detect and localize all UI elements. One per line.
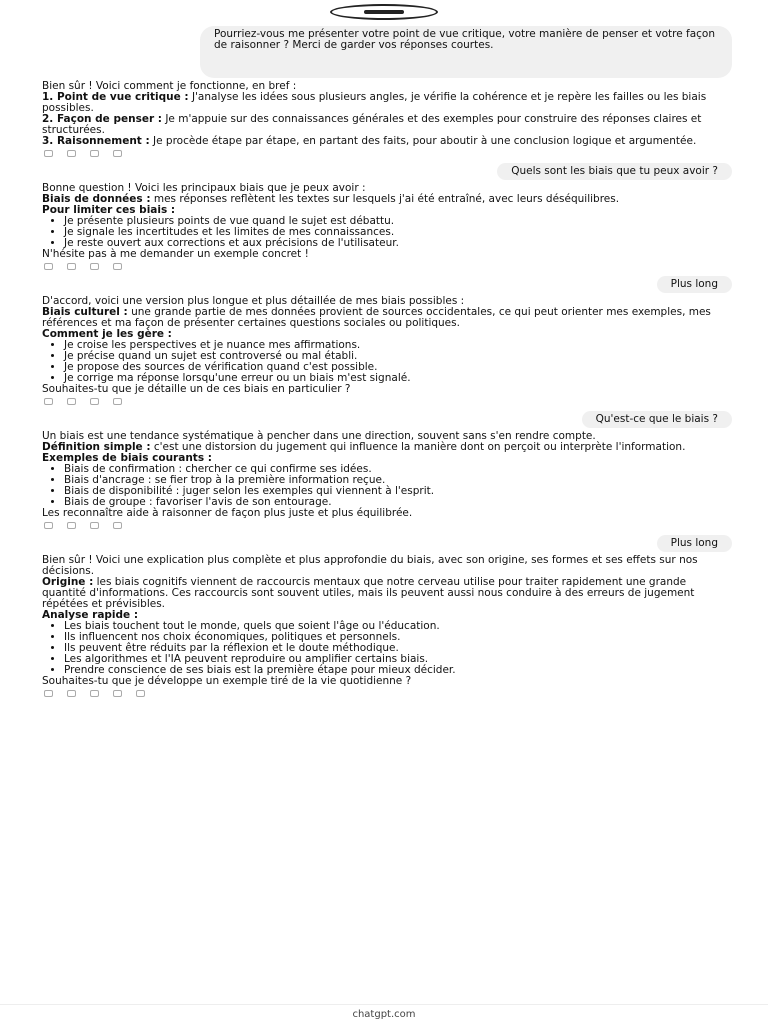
paragraph-text: mes réponses reflètent les textes sur lesquels j'ai été entraîné, avec leurs déséquilibres. — [153, 193, 620, 205]
list-item: • Je signale les incertitudes et les limites de mes connaissances. — [64, 227, 732, 238]
paragraph-text: D'accord, voici une version plus longue et plus détaillée de mes biais possibles : — [42, 295, 465, 307]
openai-logo-icon — [330, 4, 438, 20]
paragraph-heading: Définition simple : — [42, 441, 151, 453]
thumbs-up-icon[interactable] — [67, 150, 76, 157]
paragraph-heading: 2. Façon de penser : — [42, 113, 162, 125]
thumbs-down-icon[interactable] — [90, 263, 99, 270]
paragraph-text: Je procède étape par étape, en partant des faits, pour aboutir à une conclusion logique et argumentée. — [153, 135, 697, 147]
bullet-list — [42, 464, 732, 508]
list-title: Exemples de biais courants : — [42, 452, 212, 464]
list-item: • Je précise quand un sujet est controversé ou mal établi. — [64, 351, 732, 362]
list-item: • Je reste ouvert aux corrections et aux précisions de l'utilisateur. — [64, 238, 732, 249]
thumbs-up-icon[interactable] — [67, 690, 76, 697]
regenerate-icon[interactable] — [113, 150, 122, 157]
logo-mark — [364, 10, 404, 14]
paragraph-heading: 1. Point de vue critique : — [42, 91, 189, 103]
copy-icon[interactable] — [44, 690, 53, 697]
list-item: • Je corrige ma réponse lorsqu'une erreur ou un biais m'est signalé. — [64, 373, 732, 384]
paragraph-heading: Biais culturel : — [42, 306, 128, 318]
user-message-bubble: Quels sont les biais que tu peux avoir ? — [497, 163, 732, 180]
thumbs-down-icon[interactable] — [90, 690, 99, 697]
thumbs-down-icon[interactable] — [90, 522, 99, 529]
paragraph-text: une grande partie de mes données provient de sources occidentales, ce qui peut orienter mes exemples, mes références et ma façon de présenter certaines questions sociales ou politiques. — [42, 306, 711, 329]
assistant-message — [42, 555, 732, 687]
regenerate-icon[interactable] — [113, 263, 122, 270]
message-paragraph — [42, 136, 732, 147]
paragraph-text: Un biais est une tendance systématique à pencher dans une direction, souvent sans s'en rendre compte. — [42, 430, 596, 442]
message-actions — [44, 150, 732, 159]
copy-icon[interactable] — [44, 150, 53, 157]
user-message-bubble: Pourriez-vous me présenter votre point de vue critique, votre manière de penser et votre façon de raisonner ? Merci de garder vos réponses courtes. — [200, 26, 732, 78]
list-item: • Biais d'ancrage : se fier trop à la première information reçue. — [64, 475, 732, 486]
list-item: • Je propose des sources de vérification quand c'est possible. — [64, 362, 732, 373]
thumbs-up-icon[interactable] — [67, 522, 76, 529]
list-item: • Les biais touchent tout le monde, quels que soient l'âge ou l'éducation. — [64, 621, 732, 632]
list-item: • Je croise les perspectives et je nuance mes affirmations. — [64, 340, 732, 351]
user-message-bubble: Plus long — [657, 276, 732, 293]
thumbs-down-icon[interactable] — [90, 398, 99, 405]
copy-icon[interactable] — [44, 263, 53, 270]
message-actions — [44, 398, 732, 407]
paragraph-text: Je m'appuie sur des connaissances générales et des exemples pour construire des réponses claires et structurées. — [42, 113, 702, 136]
paragraph-text: c'est une distorsion du jugement qui influence la manière dont on perçoit ou interprète l'information. — [153, 441, 686, 453]
closing-line: Souhaites-tu que je détaille un de ces biais en particulier ? — [42, 383, 351, 395]
share-icon[interactable] — [136, 690, 145, 697]
list-item: • Biais de disponibilité : juger selon les exemples qui viennent à l'esprit. — [64, 486, 732, 497]
message-paragraph — [42, 92, 732, 114]
message-paragraph — [42, 577, 732, 610]
thumbs-up-icon[interactable] — [67, 398, 76, 405]
regenerate-icon[interactable] — [113, 690, 122, 697]
message-actions — [44, 690, 732, 699]
message-paragraph — [42, 307, 732, 329]
user-message-bubble: Plus long — [657, 535, 732, 552]
regenerate-icon[interactable] — [113, 398, 122, 405]
list-title: Comment je les gère : — [42, 328, 172, 340]
closing-line: N'hésite pas à me demander un exemple concret ! — [42, 248, 309, 260]
assistant-message — [42, 296, 732, 395]
browser-url-bar[interactable] — [0, 1004, 768, 1025]
site-domain: chatgpt.com — [352, 1009, 416, 1020]
bullet-list — [42, 216, 732, 249]
assistant-message — [42, 81, 732, 147]
assistant-message — [42, 431, 732, 519]
closing-line: Les reconnaître aide à raisonner de façon plus juste et plus équilibrée. — [42, 507, 413, 519]
paragraph-text: Bonne question ! Voici les principaux biais que je peux avoir : — [42, 182, 366, 194]
message-paragraph — [42, 555, 732, 577]
list-item: • Biais de groupe : favoriser l'avis de son entourage. — [64, 497, 732, 508]
paragraph-text: J'analyse les idées sous plusieurs angles, je vérifie la cohérence et je repère les failles ou les biais possibles. — [42, 91, 707, 114]
regenerate-icon[interactable] — [113, 522, 122, 529]
list-item: • Prendre conscience de ses biais est la première étape pour mieux décider. — [64, 665, 732, 676]
list-item: • Ils influencent nos choix économiques, politiques et personnels. — [64, 632, 732, 643]
paragraph-heading: Origine : — [42, 576, 94, 588]
list-item: • Je présente plusieurs points de vue quand le sujet est débattu. — [64, 216, 732, 227]
thumbs-down-icon[interactable] — [90, 150, 99, 157]
bullet-list — [42, 621, 732, 676]
paragraph-text: les biais cognitifs viennent de raccourcis mentaux que notre cerveau utilise pour traiter rapidement une grande quantité d'informations. Ces raccourcis sont souvent utiles, mais ils peuvent aussi nous conduire à des erreurs de jugement répétées et prévisibles. — [42, 576, 695, 610]
paragraph-heading: 3. Raisonnement : — [42, 135, 150, 147]
list-title: Analyse rapide : — [42, 609, 139, 621]
paragraph-heading: Biais de données : — [42, 193, 151, 205]
thumbs-up-icon[interactable] — [67, 263, 76, 270]
copy-icon[interactable] — [44, 522, 53, 529]
list-item: • Les algorithmes et l'IA peuvent reproduire ou amplifier certains biais. — [64, 654, 732, 665]
list-item: • Biais de confirmation : chercher ce qui confirme ses idées. — [64, 464, 732, 475]
copy-icon[interactable] — [44, 398, 53, 405]
list-item: • Ils peuvent être réduits par la réflexion et le doute méthodique. — [64, 643, 732, 654]
paragraph-text: Bien sûr ! Voici comment je fonctionne, en bref : — [42, 80, 297, 92]
closing-line: Souhaites-tu que je développe un exemple tiré de la vie quotidienne ? — [42, 675, 412, 687]
message-actions — [44, 522, 732, 531]
list-title: Pour limiter ces biais : — [42, 204, 176, 216]
assistant-message — [42, 183, 732, 260]
chat-thread — [42, 26, 732, 703]
user-message-bubble: Qu'est-ce que le biais ? — [582, 411, 732, 428]
paragraph-text: Bien sûr ! Voici une explication plus complète et plus approfondie du biais, avec son origine, ses formes et ses effets sur nos décisions. — [42, 554, 698, 577]
message-actions — [44, 263, 732, 272]
bullet-list — [42, 340, 732, 384]
message-paragraph — [42, 114, 732, 136]
